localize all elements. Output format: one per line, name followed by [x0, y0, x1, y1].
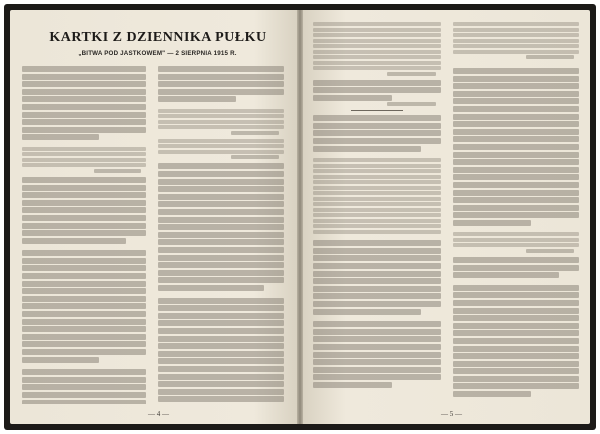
open-booklet — [4, 4, 596, 430]
page-title: KARTKI Z DZIENNIKA PUŁKU — [49, 30, 267, 45]
left-column-text — [313, 22, 441, 404]
right-column-text — [158, 66, 284, 404]
left-page — [10, 10, 297, 424]
left-column-text — [22, 66, 146, 404]
booklet-spine — [297, 10, 303, 424]
right-column-text — [453, 22, 579, 404]
page-number: — 5 — — [441, 410, 462, 418]
page-number: — 4 — — [148, 410, 169, 418]
right-page — [303, 10, 590, 424]
page-subtitle: „BITWA POD JASTKOWEM" — 2 SIERPNIA 1915 R. — [78, 50, 237, 57]
